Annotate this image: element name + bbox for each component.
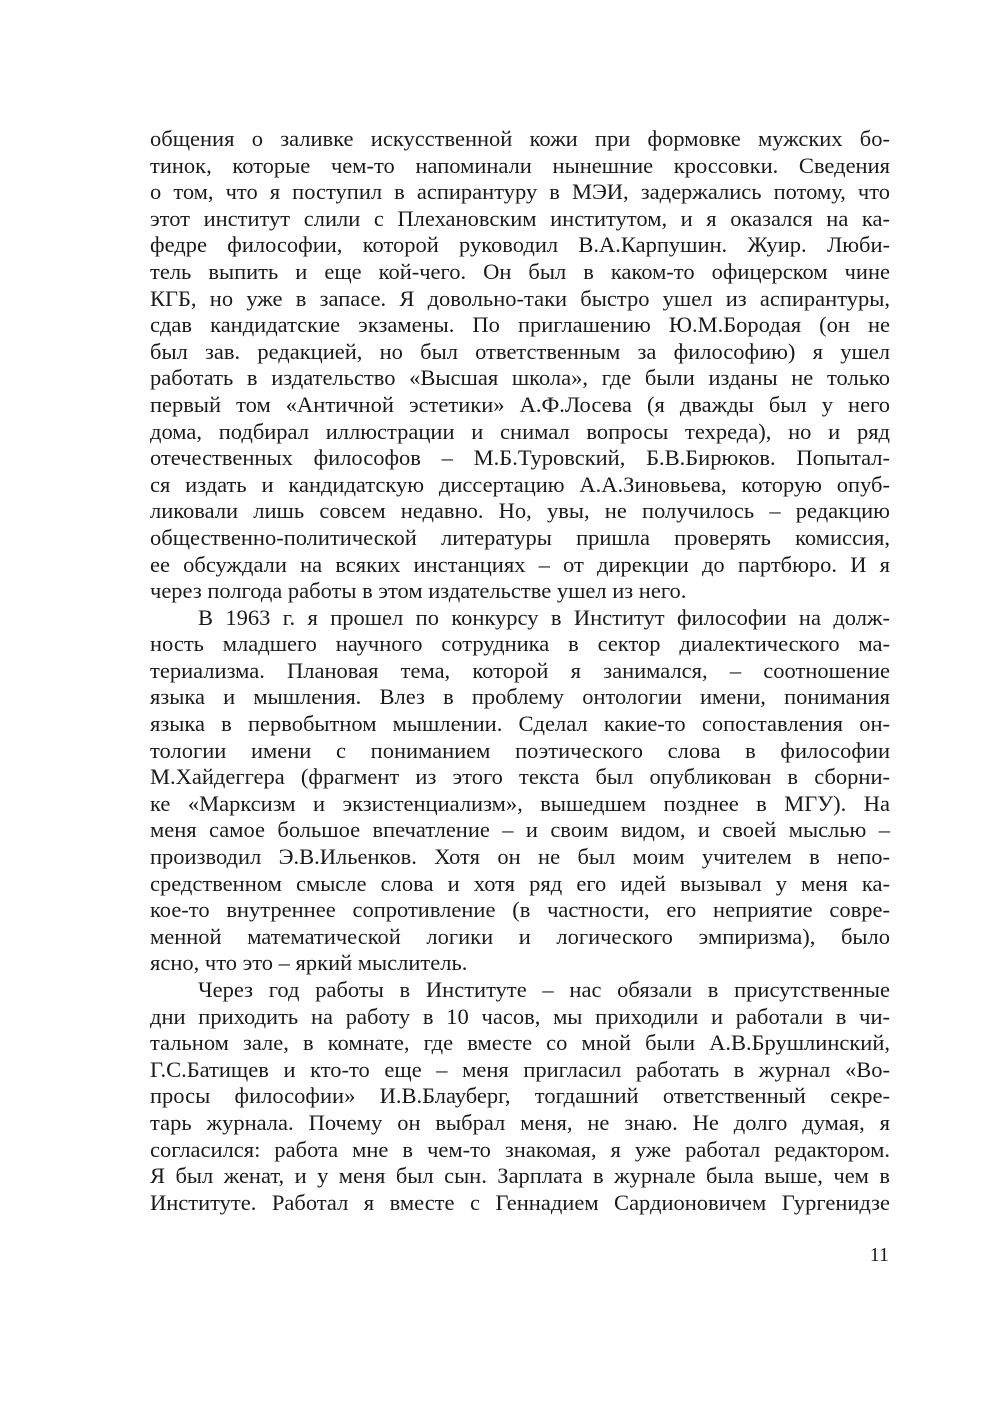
body-text bbox=[150, 126, 890, 1216]
paragraph-1 bbox=[150, 126, 890, 605]
text-line: федре философии, которой руководил В.А.Карпушин. Жуир. Люби- bbox=[150, 232, 890, 258]
text-line: первый том «Античной эстетики» А.Ф.Лосева (я дважды был у него bbox=[150, 391, 890, 417]
text-line: тинок, которые чем-то напоминали нынешние кроссовки. Сведения bbox=[150, 152, 890, 178]
text-line: териализма. Плановая тема, которой я занимался, – соотношение bbox=[150, 657, 890, 683]
text-line: Институте. Работал я вместе с Геннадием Сардионовичем Гургенидзе bbox=[150, 1189, 890, 1215]
text-line: Через год работы в Институте – нас обязали в присутственные bbox=[198, 977, 890, 1002]
text-line: дома, подбирал иллюстрации и снимал вопросы техреда), но и ряд bbox=[150, 418, 890, 444]
text-line: кое-то внутреннее сопротивление (в частности, его неприятие совре- bbox=[150, 897, 890, 923]
text-line: тель выпить и еще кой-чего. Он был в каком-то офицерском чине bbox=[150, 258, 890, 284]
text-line: о том, что я поступил в аспирантуру в МЭИ, задержались потому, что bbox=[150, 179, 890, 205]
text-line: М.Хайдеггера (фрагмент из этого текста был опубликован в сборни- bbox=[150, 764, 890, 790]
paragraph-3 bbox=[150, 977, 890, 1216]
text-line: Я был женат, и у меня был сын. Зарплата в журнале была выше, чем в bbox=[150, 1163, 890, 1189]
text-line: тарь журнала. Почему он выбрал меня, не знаю. Не долго думая, я bbox=[150, 1109, 890, 1135]
text-line: меня самое большое впечатление – и своим видом, и своей мыслью – bbox=[150, 817, 890, 843]
text-line: через полгода работы в этом издательстве ушел из него. bbox=[150, 578, 687, 604]
text-line: тологии имени с пониманием поэтического слова в философии bbox=[150, 737, 890, 763]
text-line: тальном зале, в комнате, где вместе со мной были А.В.Брушлинский, bbox=[150, 1030, 890, 1056]
text-line: отечественных философов – М.Б.Туровский, Б.В.Бирюков. Попытал- bbox=[150, 445, 890, 471]
text-line: ке «Марксизм и экзистенциализм», вышедшем позднее в МГУ). На bbox=[150, 790, 890, 816]
text-line: общения о заливке искусственной кожи при формовке мужских бо- bbox=[150, 126, 890, 151]
text-line: ность младшего научного сотрудника в сектор диалектического ма- bbox=[150, 631, 890, 657]
text-line: сдав кандидатские экзамены. По приглашению Ю.М.Бородая (он не bbox=[150, 312, 890, 338]
text-line: КГБ, но уже в запасе. Я довольно-таки быстро ушел из аспирантуры, bbox=[150, 285, 890, 311]
page-number: 11 bbox=[869, 1244, 889, 1266]
paragraph-2 bbox=[150, 605, 890, 977]
text-line: работать в издательство «Высшая школа», где были изданы не только bbox=[150, 365, 890, 391]
text-line: Г.С.Батищев и кто-то еще – меня пригласил работать в журнал «Во- bbox=[150, 1056, 890, 1082]
text-line: этот институт слили с Плехановским институтом, и я оказался на ка- bbox=[150, 205, 890, 231]
text-line: общественно-политической литературы пришла проверять комиссия, bbox=[150, 524, 890, 550]
text-line: В 1963 г. я прошел по конкурсу в Институт философии на долж- bbox=[198, 604, 890, 630]
text-line: ясно, что это – яркий мыслитель. bbox=[150, 950, 468, 976]
text-line: ся издать и кандидатскую диссертацию А.А.Зиновьева, которую опуб- bbox=[150, 471, 890, 497]
text-line: был зав. редакцией, но был ответственным за философию) я ушел bbox=[150, 338, 890, 364]
text-line: языка и мышления. Влез в проблему онтологии имени, понимания bbox=[150, 684, 890, 710]
text-line: производил Э.В.Ильенков. Хотя он не был моим учителем в непо- bbox=[150, 844, 890, 870]
text-line: менной математической логики и логического эмпиризма), было bbox=[150, 923, 890, 949]
text-line: ее обсуждали на всяких инстанциях – от дирекции до партбюро. И я bbox=[150, 551, 890, 577]
text-line: просы философии» И.В.Блауберг, тогдашний ответственный секре- bbox=[150, 1083, 890, 1109]
text-line: согласился: работа мне в чем-то знакомая, я уже работал редактором. bbox=[150, 1136, 890, 1162]
text-line: языка в первобытном мышлении. Сделал какие-то сопоставления он- bbox=[150, 711, 890, 737]
text-line: ликовали лишь совсем недавно. Но, увы, не получилось – редакцию bbox=[150, 498, 890, 524]
text-line: средственном смысле слова и хотя ряд его идей вызывал у меня ка- bbox=[150, 870, 890, 896]
text-line: дни приходить на работу в 10 часов, мы приходили и работали в чи- bbox=[150, 1003, 890, 1029]
